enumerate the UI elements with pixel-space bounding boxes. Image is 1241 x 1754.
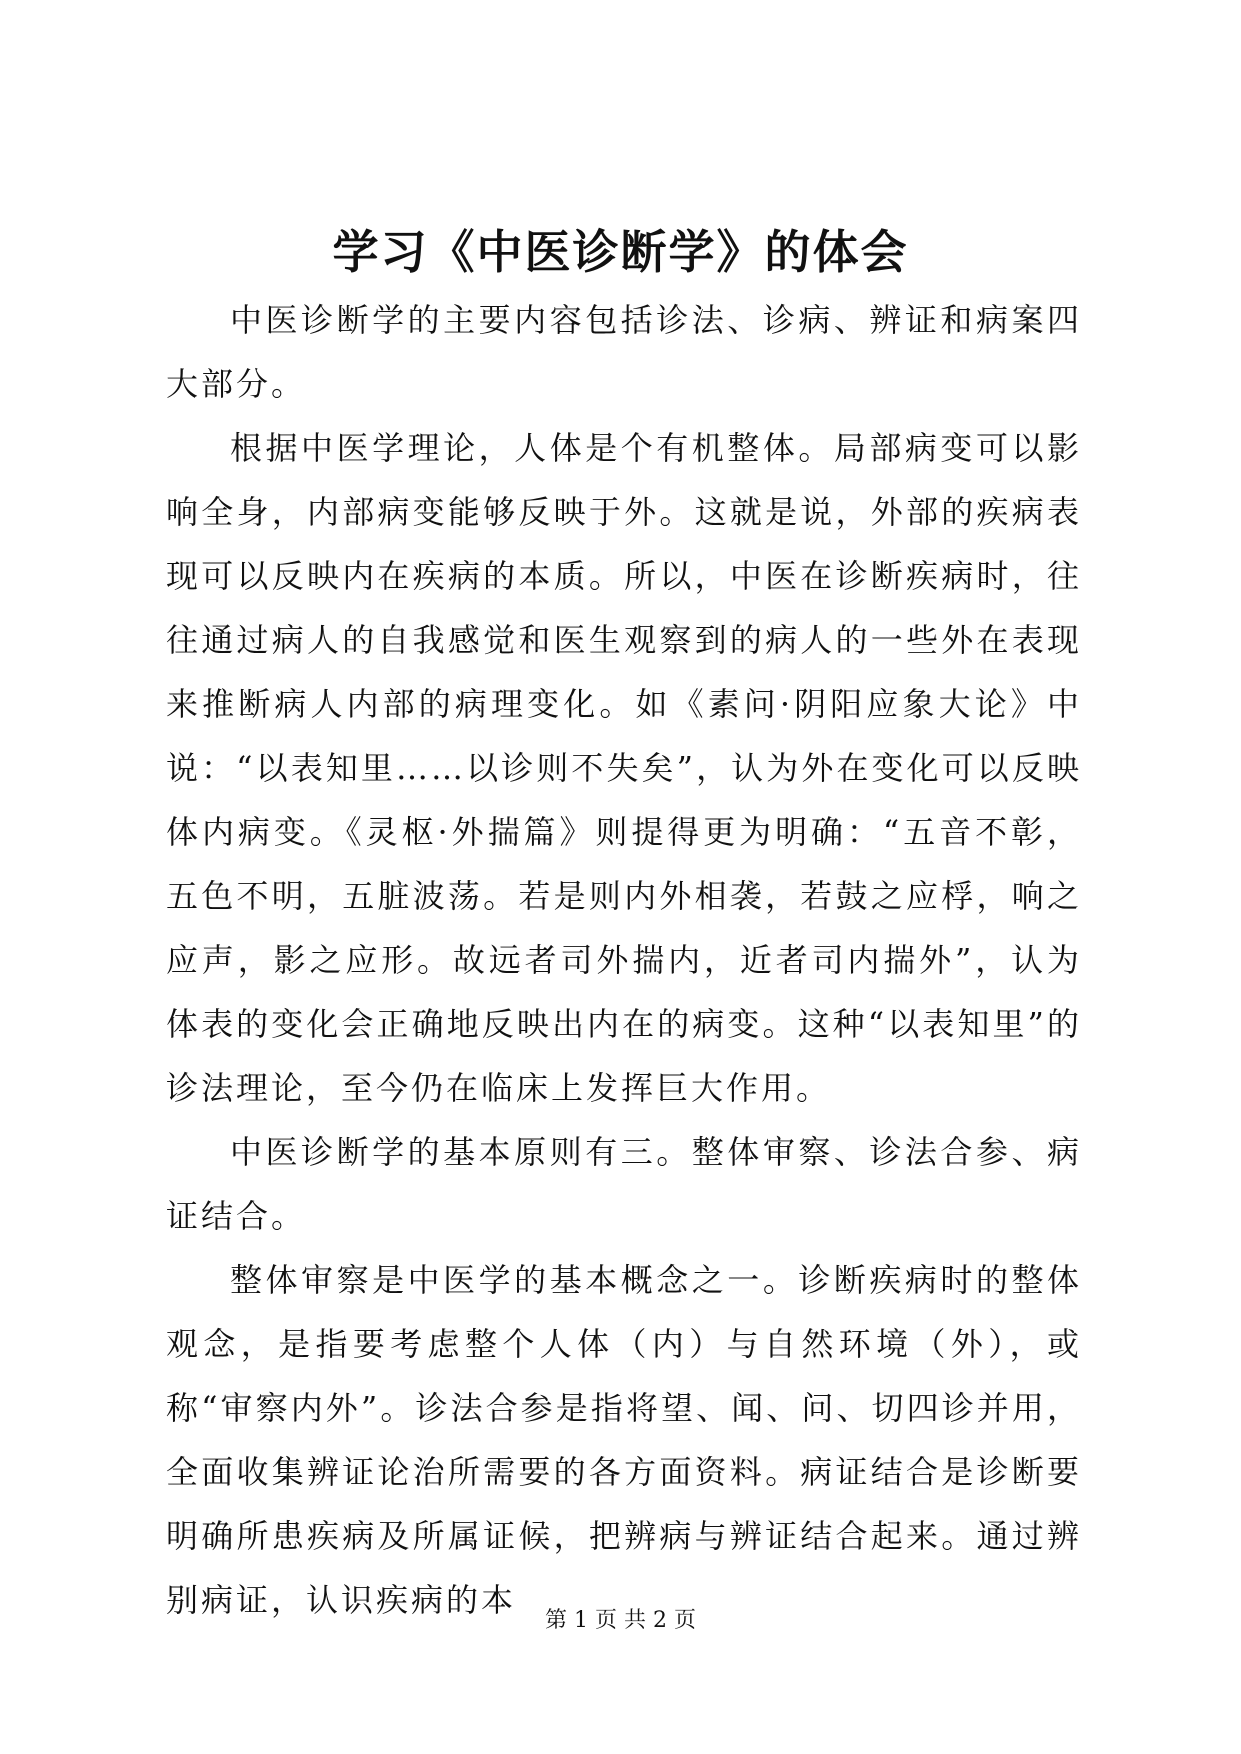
- paragraph-1: 中医诊断学的主要内容包括诊法、诊病、辨证和病案四大部分。: [166, 301, 1082, 403]
- page-footer: 第 1 页 共 2 页: [545, 1608, 696, 1633]
- paragraph-3: 中医诊断学的基本原则有三。整体审察、诊法合参、病证结合。: [166, 1133, 1082, 1235]
- paragraph-2: 根据中医学理论，人体是个有机整体。局部病变可以影响全身，内部病变能够反映于外。这就是说，外部的疾病表现可以反映内在疾病的本质。所以，中医在诊断疾病时，往往通过病人的自我感觉和医生观察到的病人的一些外在表现来推断病人内部的病理变化。如《素问·阴阳应象大论》中说：“以表知里……以诊则不失矣”，认为外在变化可以反映体内病变。《灵枢·外揣篇》则提得更为明确：“五音不彰，五色不明，五脏波荡。若是则内外相袭，若鼓之应桴，响之应声，影之应形。故远者司外揣内，近者司内揣外”，认为体表的变化会正确地反映出内在的病变。这种“以表知里”的诊法理论，至今仍在临床上发挥巨大作用。: [166, 429, 1082, 1107]
- document-title: 学习《中医诊断学》的体会: [332, 225, 909, 279]
- document-body: [166, 288, 1082, 1632]
- paragraph-4: 整体审察是中医学的基本概念之一。诊断疾病时的整体观念，是指要考虑整个人体（内）与自然环境（外），或称“审察内外”。诊法合参是指将望、闻、问、切四诊并用，全面收集辨证论治所需要的各方面资料。病证结合是诊断要明确所患疾病及所属证候，把辨病与辨证结合起来。通过辨别病证，认识疾病的本: [166, 1261, 1082, 1619]
